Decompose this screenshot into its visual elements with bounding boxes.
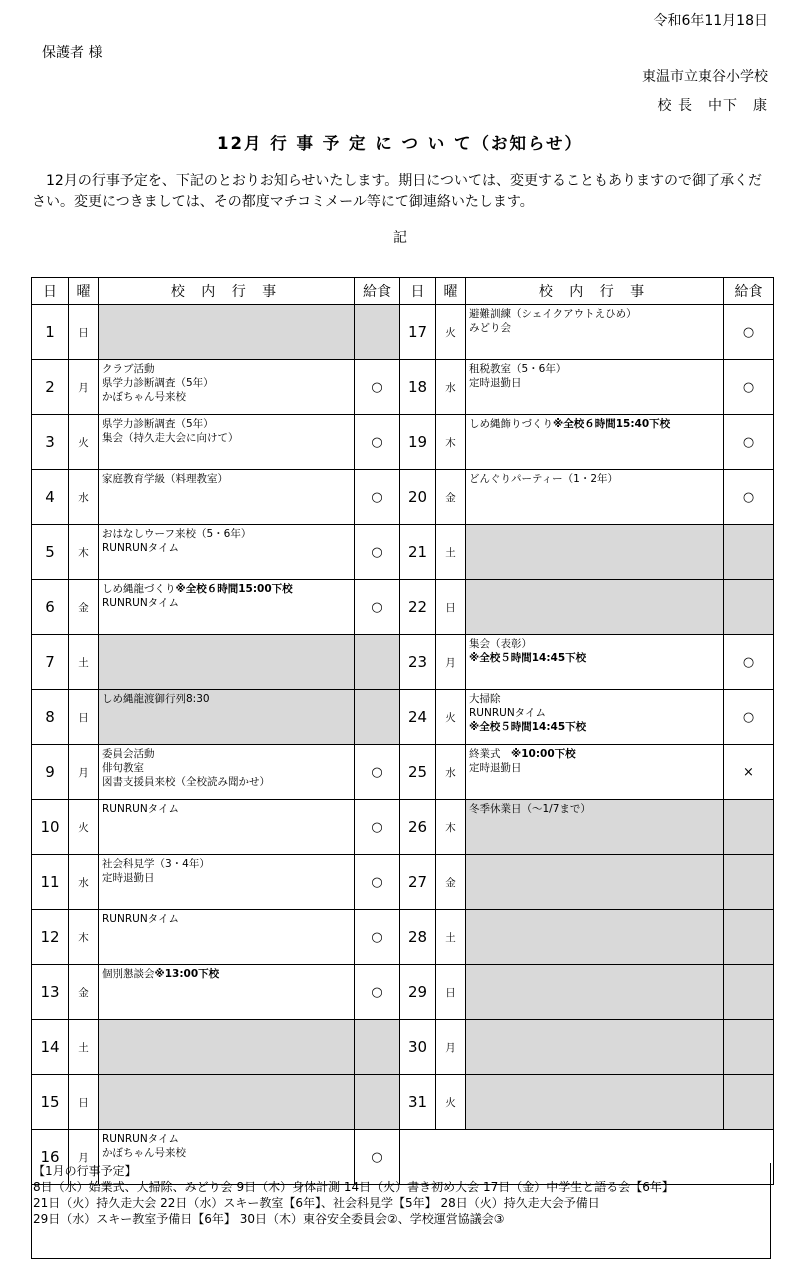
events-cell [466, 415, 724, 470]
meal-mark [724, 965, 774, 1020]
day-number: 13 [32, 965, 69, 1020]
day-number: 14 [32, 1020, 69, 1075]
event-line [102, 541, 352, 555]
day-number: 19 [400, 415, 436, 470]
meal-mark [724, 580, 774, 635]
day-number: 8 [32, 690, 69, 745]
events-cell [466, 690, 724, 745]
event-line [102, 761, 352, 775]
january-line: 29日（水）スキー教室予備日【6年】 30日（木）東谷安全委員会②、学校運営協議会③ [33, 1212, 505, 1226]
page-title: 12月 行 事 予 定 に つ い て（お知らせ） [217, 134, 583, 153]
events-cell [99, 470, 355, 525]
events-cell [466, 965, 724, 1020]
meal-mark [724, 910, 774, 965]
event-line [102, 775, 352, 789]
day-number: 29 [400, 965, 436, 1020]
event-text: 委員会活動 [102, 748, 155, 760]
day-number: 9 [32, 745, 69, 800]
event-text: 終業式 [469, 748, 511, 760]
events-cell [466, 745, 724, 800]
weekday: 日 [69, 305, 99, 360]
event-bold-note: ※全校６時間15:00下校 [175, 583, 293, 595]
meal-mark [724, 1020, 774, 1075]
day-number: 24 [400, 690, 436, 745]
meal-mark [724, 800, 774, 855]
meal-mark: ○ [355, 855, 400, 910]
events-cell [466, 1020, 724, 1075]
event-line [102, 857, 352, 871]
event-line [469, 761, 721, 775]
day-number: 1 [32, 305, 69, 360]
day-number: 7 [32, 635, 69, 690]
weekday: 日 [69, 1075, 99, 1130]
meal-mark: ○ [355, 525, 400, 580]
day-number: 27 [400, 855, 436, 910]
day-number: 17 [400, 305, 436, 360]
event-line [102, 390, 352, 404]
event-line [469, 472, 721, 486]
day-number: 31 [400, 1075, 436, 1130]
day-number: 5 [32, 525, 69, 580]
schedule-table [31, 277, 774, 1185]
table-row [32, 580, 774, 635]
event-text: 冬季休業日（～1/7まで） [469, 803, 591, 815]
meal-mark: ○ [724, 360, 774, 415]
events-cell [99, 800, 355, 855]
events-cell [99, 690, 355, 745]
event-text: 集会（持久走大会に向けて） [102, 432, 239, 444]
weekday: 火 [436, 1075, 466, 1130]
events-cell [466, 800, 724, 855]
header-events: 校 内 行 事 [99, 278, 355, 305]
day-number: 21 [400, 525, 436, 580]
event-line [469, 376, 721, 390]
event-line [469, 747, 721, 761]
event-line [469, 802, 721, 816]
weekday: 土 [436, 525, 466, 580]
meal-mark: ○ [355, 580, 400, 635]
events-cell [466, 1075, 724, 1130]
event-line [102, 871, 352, 885]
meal-mark: ○ [724, 305, 774, 360]
events-cell [99, 1020, 355, 1075]
weekday: 水 [69, 470, 99, 525]
event-line [102, 431, 352, 445]
event-text: おはなしウーフ来校（5・6年） [102, 528, 252, 540]
table-row [32, 910, 774, 965]
weekday: 日 [436, 580, 466, 635]
event-line [102, 1132, 352, 1146]
event-text: 県学力診断調査（5年） [102, 418, 214, 430]
meal-mark [724, 855, 774, 910]
meal-mark: ○ [724, 635, 774, 690]
event-text: RUNRUNタイム [469, 707, 546, 719]
weekday: 月 [69, 1130, 99, 1185]
event-text: 避難訓練（シェイクアウトえひめ） [469, 308, 637, 320]
event-text: RUNRUNタイム [102, 913, 179, 925]
events-cell [466, 305, 724, 360]
day-number: 12 [32, 910, 69, 965]
issue-date: 令和6年11月18日 [653, 13, 768, 29]
table-row [32, 800, 774, 855]
events-cell [466, 635, 724, 690]
header-meal: 給食 [724, 278, 774, 305]
event-line [469, 362, 721, 376]
table-row [32, 745, 774, 800]
events-cell [466, 525, 724, 580]
weekday: 金 [436, 470, 466, 525]
weekday: 火 [436, 305, 466, 360]
meal-mark: ○ [355, 415, 400, 470]
day-number: 28 [400, 910, 436, 965]
event-text: 俳句教室 [102, 762, 144, 774]
meal-mark: ○ [724, 690, 774, 745]
event-text: RUNRUNタイム [102, 597, 179, 609]
event-line [102, 967, 352, 981]
events-cell [99, 580, 355, 635]
event-text: 個別懇談会 [102, 968, 155, 980]
table-row [32, 305, 774, 360]
event-line [469, 637, 721, 651]
event-line [102, 527, 352, 541]
events-cell [99, 745, 355, 800]
meal-mark: ○ [355, 745, 400, 800]
day-number: 6 [32, 580, 69, 635]
event-text: RUNRUNタイム [102, 803, 179, 815]
weekday: 土 [436, 910, 466, 965]
weekday: 月 [69, 360, 99, 415]
weekday: 金 [69, 580, 99, 635]
meal-mark [355, 635, 400, 690]
event-bold-note: ※13:00下校 [154, 968, 220, 980]
meal-mark [355, 690, 400, 745]
header-day: 日 [32, 278, 69, 305]
january-heading: 【1月の行事予定】 [33, 1164, 137, 1178]
header-day: 日 [400, 278, 436, 305]
events-cell [466, 580, 724, 635]
event-line [102, 692, 352, 706]
event-text: RUNRUNタイム [102, 542, 179, 554]
weekday: 金 [69, 965, 99, 1020]
events-cell [99, 360, 355, 415]
event-line [102, 472, 352, 486]
principal-name: 校 長 中下 康 [657, 98, 768, 114]
weekday: 木 [69, 525, 99, 580]
meal-mark: ○ [355, 910, 400, 965]
day-number: 20 [400, 470, 436, 525]
weekday: 水 [69, 855, 99, 910]
event-line [102, 417, 352, 431]
meal-mark: ○ [355, 360, 400, 415]
events-cell [466, 470, 724, 525]
events-cell [466, 910, 724, 965]
event-line [469, 307, 721, 321]
day-number: 2 [32, 360, 69, 415]
event-line [469, 720, 721, 734]
event-text: 大掃除 [469, 693, 501, 705]
event-text: 集会（表彰） [469, 638, 532, 650]
event-line [102, 362, 352, 376]
meal-mark [724, 1075, 774, 1130]
event-text: 家庭教育学級（料理教室） [102, 473, 228, 485]
event-line [469, 706, 721, 720]
january-schedule [31, 1163, 771, 1259]
event-bold-note: ※10:00下校 [511, 748, 576, 760]
header-events: 校 内 行 事 [466, 278, 724, 305]
weekday: 土 [69, 635, 99, 690]
event-text: 社会科見学（3・4年） [102, 858, 210, 870]
events-cell [99, 965, 355, 1020]
table-row [32, 1075, 774, 1130]
event-text: 定時退勤日 [469, 377, 522, 389]
event-bold-note: ※全校５時間14:45下校 [469, 652, 587, 664]
meal-mark [355, 305, 400, 360]
event-line [102, 912, 352, 926]
weekday: 月 [436, 635, 466, 690]
table-row [32, 415, 774, 470]
event-text: 定時退勤日 [102, 872, 155, 884]
meal-mark: ○ [355, 800, 400, 855]
table-row [32, 360, 774, 415]
event-text: しめ縄飾りづくり [469, 418, 553, 430]
meal-mark: ○ [724, 415, 774, 470]
events-cell [99, 1075, 355, 1130]
table-row [32, 1020, 774, 1075]
weekday: 木 [436, 800, 466, 855]
events-cell [466, 360, 724, 415]
meal-mark: × [724, 745, 774, 800]
event-line [102, 582, 352, 596]
table-row [32, 525, 774, 580]
events-cell [99, 525, 355, 580]
day-number: 30 [400, 1020, 436, 1075]
weekday: 月 [69, 745, 99, 800]
day-number: 16 [32, 1130, 69, 1185]
day-number: 15 [32, 1075, 69, 1130]
event-line [469, 321, 721, 335]
event-text: 租税教室（5・6年） [469, 363, 567, 375]
event-text: しめ縄龍渡御行列8:30 [102, 693, 210, 705]
weekday: 日 [69, 690, 99, 745]
table-row [32, 855, 774, 910]
event-text: どんぐりパーティー（1・2年） [469, 473, 619, 485]
day-number: 4 [32, 470, 69, 525]
meal-mark [355, 1075, 400, 1130]
event-line [469, 692, 721, 706]
weekday: 火 [69, 800, 99, 855]
day-number: 10 [32, 800, 69, 855]
weekday: 木 [436, 415, 466, 470]
weekday: 水 [436, 360, 466, 415]
event-text: 図書支援員来校（全校読み聞かせ） [102, 776, 270, 788]
weekday: 木 [69, 910, 99, 965]
event-text: みどり会 [469, 322, 511, 334]
event-text: クラブ活動 [102, 363, 155, 375]
events-cell [99, 855, 355, 910]
event-bold-note: ※全校５時間14:45下校 [469, 721, 587, 733]
event-line [469, 417, 721, 431]
january-line: 21日（火）持久走大会 22日（水）スキー教室【6年】、社会科見学【5年】 28日（火）持久走大会予備日 [33, 1196, 600, 1210]
events-cell [99, 635, 355, 690]
header-weekday: 曜 [436, 278, 466, 305]
meal-mark: ○ [355, 965, 400, 1020]
weekday: 水 [436, 745, 466, 800]
day-number: 23 [400, 635, 436, 690]
events-cell [99, 910, 355, 965]
event-line [102, 1146, 352, 1160]
meal-mark [355, 1020, 400, 1075]
weekday: 火 [436, 690, 466, 745]
weekday: 月 [436, 1020, 466, 1075]
meal-mark: ○ [355, 470, 400, 525]
day-number: 11 [32, 855, 69, 910]
day-number: 26 [400, 800, 436, 855]
meal-mark [724, 525, 774, 580]
events-cell [99, 415, 355, 470]
events-cell [466, 855, 724, 910]
day-number: 3 [32, 415, 69, 470]
table-row [32, 470, 774, 525]
weekday: 金 [436, 855, 466, 910]
table-row [32, 690, 774, 745]
event-text: しめ縄龍づくり [102, 583, 176, 595]
day-number: 22 [400, 580, 436, 635]
day-number: 18 [400, 360, 436, 415]
event-line [102, 596, 352, 610]
event-text: 定時退勤日 [469, 762, 522, 774]
event-text: 県学力診断調査（5年） [102, 377, 214, 389]
header-weekday: 曜 [69, 278, 99, 305]
event-text: かぼちゃん号来校 [102, 1147, 186, 1159]
ki-mark: 記 [393, 230, 407, 246]
event-line [102, 802, 352, 816]
event-line [102, 376, 352, 390]
weekday: 火 [69, 415, 99, 470]
day-number: 25 [400, 745, 436, 800]
header-meal: 給食 [355, 278, 400, 305]
january-line: 8日（水）始業式、大掃除、みどり会 9日（木）身体計測 14日（火）書き初め大会 17日（金）中学生と語る会【6年】 [33, 1180, 674, 1194]
table-header-row [32, 278, 774, 305]
school-name: 東温市立東谷小学校 [642, 69, 768, 85]
intro-paragraph: 12月の行事予定を、下記のとおりお知らせいたします。期日については、変更することもありますので御了承ください。変更につきましては、その都度マチコミメール等にて御連絡いたします。 [32, 173, 762, 210]
weekday: 日 [436, 965, 466, 1020]
event-line [469, 651, 721, 665]
table-row [32, 635, 774, 690]
event-bold-note: ※全校６時間15:40下校 [553, 418, 671, 430]
event-line [102, 747, 352, 761]
table-row [32, 965, 774, 1020]
meal-mark: ○ [724, 470, 774, 525]
event-text: RUNRUNタイム [102, 1133, 179, 1145]
meal-mark: ○ [355, 1130, 400, 1185]
event-text: かぼちゃん号来校 [102, 391, 186, 403]
events-cell [99, 305, 355, 360]
weekday: 土 [69, 1020, 99, 1075]
recipient: 保護者 様 [42, 45, 103, 61]
